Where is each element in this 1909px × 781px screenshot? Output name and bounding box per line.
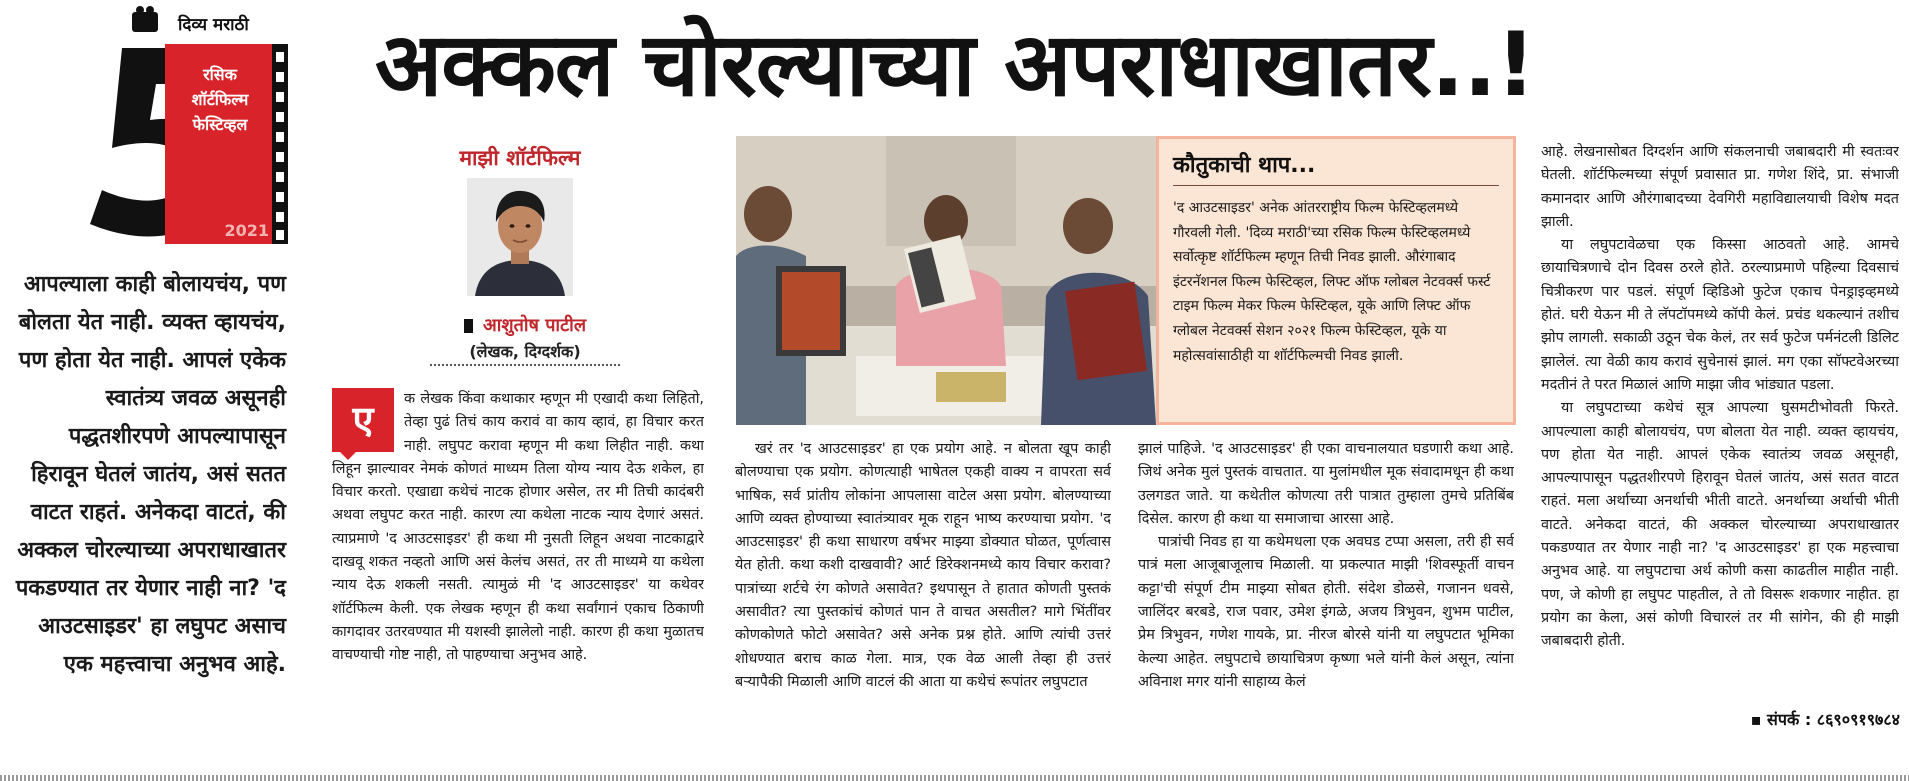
contact-info: ▪ संपर्क : ८६९०९१९७८४ <box>1750 710 1900 729</box>
brand-name: दिव्य मराठी <box>178 15 249 35</box>
recognition-box <box>1156 136 1516 425</box>
article-column-4 <box>1541 141 1899 707</box>
festival-year: 2021 <box>224 221 269 240</box>
article-column-3 <box>1138 438 1514 768</box>
festival-name-line: शॉर्टफिल्म <box>191 90 249 109</box>
divider <box>430 364 620 366</box>
festival-name <box>165 62 275 137</box>
article-column-1 <box>332 388 704 766</box>
film-strip <box>272 44 288 244</box>
article-paragraph: आहे. लेखनासोबत दिग्दर्शन आणि संकलनाची जबाबदारी मी स्वतःवर घेतली. शॉर्टफिल्मच्या संपूर्ण प्रवासात प्रा. गणेश शिंदे, प्रा. संभाजी कमानदार आणि औरंगाबादच्या देवगिरी महाविद्यालयाची विशेष मदत झाली. <box>1541 144 1899 230</box>
bottom-rule <box>0 775 1909 781</box>
film-still-photo <box>736 136 1156 425</box>
box-title: कौतुकाची थाप... <box>1173 149 1499 186</box>
pull-quote: आपल्याला काही बोलायचंय, पण बोलता येत नाही. व्यक्त व्हायचंय, पण होता येत नाही. आपलं एकेक स्वातंत्र्य जवळ असूनही पद्धतशीरपणे आपल्यापासून हिरावून घेतलं जातंय, असं सतत वाटत राहतं. अनेकदा वाटतं, की अक्कल चोरल्याच्या अपराधाखातर पकडण्यात तर येणार नाही ना? 'द आउटसाइडर' हा लघुपट असाच एक महत्त्वाचा अनुभव आहे. <box>15 272 286 677</box>
article-paragraph: खरं तर 'द आउटसाइडर' हा एक प्रयोग आहे. न बोलता खूप काही बोलण्याचा एक प्रयोग. कोणत्याही भाषेतल एकही वाक्य न वापरता सर्व भाषिक, सर्व प्रांतीय लोकांना आपलासा वाटेल असा प्रयोग. बोलण्याच्या आणि व्यक्त होण्याच्या स्वातंत्र्यावर मूक राहून भाष्य करण्याचा प्रयोग. 'द आउटसाइडर' ही कथा साधारण वर्षभर माझ्या डोक्यात घोळत, पूर्णत्वास येत होती. कथा कशी दाखवावी? आर्ट डिरेक्शनमध्ये काय विचार करावा? पात्रांच्या शर्टचे रंग कोणते असावेत? इथपासून ते हातात कोणती पुस्तकं असावीत? त्या पुस्तकांचं कोणतं पान ते वाचत असतील? मागे भिंतींवर कोणकोणते फोटो असावेत? असे अनेक प्रश्न होते. आणि त्यांची उत्तरं शोधण्यात बराच काळ गेला. मात्र, एक वेळ आली तेव्हा ही उत्तरं बऱ्यापैकी मिळाली आणि वाटलं की आता या कथेचं रूपांतर लघुपटात <box>735 441 1111 690</box>
article-paragraph: पात्रांची निवड हा या कथेमधला एक अवघड टप्पा असला, तरी ही सर्व पात्रं मला आजूबाजूलाच मिळाली. या प्रकल्पात माझी 'शिवस्फूर्ती वाचन कट्टा'ची संपूर्ण टीम माझ्या सोबत होती. संदेश डोळसे, गजानन धवसे, जालिंदर बरबडे, राज पवार, उमेश इंगळे, अजय त्रिभुवन, शुभम पाटील, प्रेम त्रिभुवन, गणेश गायके, प्रा. नीरज बोरसे यांनी या लघुपटात भूमिका केल्या आहेत. लघुपटाचे छायाचित्रण कृष्णा भले यांनी केलं असून, त्यांना अविनाश मगर यांनी साहाय्य केलं <box>1138 534 1514 690</box>
article-paragraph: या लघुपटाच्या कथेचं सूत्र आपल्या घुसमटीभोवती फिरते. आपल्याला काही बोलायचंय, पण बोलता येत नाही. व्यक्त व्हायचंय, पण होता येत नाही. आपलं एकेक स्वातंत्र्य जवळ असूनही, आपल्यापासून पद्धतशीरपणे हिरावून घेतलं जातंय, असं सतत वाटत राहतं. मला अर्थाच्या अनर्थाची भीती वाटते. अनर्थाच्या अर्थाची भीती वाटते. अनेकदा वाटतं, की अक्कल चोरल्याच्या अपराधाखातर पकडण्यात तर येणार नाही ना? 'द आउटसाइडर' हा एक महत्त्वाचा अनुभव आहे. या लघुपटाचा अर्थ कोणी कसा काढतील माहीत नाही. पण, जे कोणी हा लघुपट पाहतील, ते तो विसरू शकणार नाहीत. हा प्रयोग का केला, असं कोणी विचारलं तर मी सांगेन, की ही माझी जबाबदारी होती. <box>1541 400 1899 650</box>
author-role: (लेखक, दिग्दर्शक) <box>469 342 581 361</box>
section-label: माझी शॉर्टफिल्म <box>459 146 581 170</box>
article-paragraph: या लघुपटावेळचा एक किस्सा आठवतो आहे. आमचे छायाचित्रणाचे दोन दिवस ठरले होते. ठरल्याप्रमाणे पहिल्या दिवसाचं चित्रीकरण पार पडलं. संपूर्ण व्हिडिओ फुटेज एकाच पेनड्राइव्हमध्ये होतं. घरी येऊन मी ते लॅपटॉपमध्ये कॉपी केलं. प्रचंड थकल्यानं तशीच झोप लागली. सकाळी उठून चेक केलं, तर सर्व फुटेज पर्मनंटली डिलिट झालेलं. त्या वेळी काय करावं सुचेनासं झालं. मग एका सॉफ्टवेअरच्या मदतीनं ते परत मिळालं आणि माझा जीव भांड्यात पडला. <box>1541 237 1899 393</box>
author-name: आशुतोष पाटील <box>425 313 625 337</box>
drop-cap: ए <box>332 388 394 452</box>
author-photo <box>467 178 573 296</box>
festival-badge <box>165 44 275 244</box>
box-text: 'द आउटसाइडर' अनेक आंतरराष्ट्रीय फिल्म फेस्टिव्हलमध्ये गौरवली गेली. 'दिव्य मराठी'च्या रसिक फिल्म फेस्टिव्हलमध्ये सर्वोत्कृष्ट शॉर्टफिल्म म्हणून तिची निवड झाली. औरंगाबाद इंटरनॅशनल फिल्म फेस्टिव्हल, लिफ्ट ऑफ ग्लोबल नेटवर्क्स फर्स्ट टाइम फिल्म मेकर फिल्म फेस्टिव्हल, यूके आणि लिफ्ट ऑफ ग्लोबल नेटवर्क्स सेशन २०२१ फिल्म फेस्टिव्हल, यूके या महोत्सवांसाठीही या शॉर्टफिल्मची निवड झाली. <box>1173 200 1491 364</box>
festival-logo <box>60 8 300 244</box>
festival-name-line: रसिक <box>203 65 237 84</box>
article-column-2 <box>735 438 1111 768</box>
festival-name-line: फेस्टिव्हल <box>192 115 248 134</box>
article-headline: अक्कल चोरल्याच्या अपराधाखातर..! <box>375 13 1535 116</box>
article-paragraph: झालं पाहिजे. 'द आउटसाइडर' ही एका वाचनालयात घडणारी कथा आहे. जिथं अनेक मुलं पुस्तकं वाचतात. या मुलांमधील मूक संवादामधून ही कथा उलगडत जाते. या कथेतील कोणत्या तरी पात्रात तुम्हाला तुमचे प्रतिबिंब दिसेल. कारण ही कथा या समाजाचा आरसा आहे. <box>1138 441 1514 527</box>
article-paragraph: क लेखक किंवा कथाकार म्हणून मी एखादी कथा लिहितो, तेव्हा पुढं तिचं काय करावं वा काय व्हावं, हा विचार करत नाही. लघुपट करावा म्हणून मी कथा लिहीत नाही. कथा लिहून झाल्यावर नेमकं कोणतं माध्यम तिला योग्य न्याय देऊ शकेल, हा विचार करतो. एखाद्या कथेचं नाटक होणार असेल, तर मी तिची कादंबरी अथवा लघुपट करत नाही. कारण त्या कथेला नाटक न्याय देणारं असतं. त्याप्रमाणे 'द आउटसाइडर' ही कथा मी नुसती लिहून अथवा नाटकाद्वारे दाखवू शकत नव्हतो आणि असं केलंच असतं, तर ती माध्यमे या कथेला न्याय देऊ शकली नसती. त्यामुळं मी 'द आउटसाइडर' या कथेवर शॉर्टफिल्म केली. एक लेखक म्हणून ही कथा सर्वांगानं एकाच ठिकाणी कागदावर उतरवण्यात मी यशस्वी झालेलो नाही. कारण ही कथा मुळातच वाचण्याची गोष्ट नाही, तो पाहण्याचा अनुभव आहे. <box>332 391 704 664</box>
